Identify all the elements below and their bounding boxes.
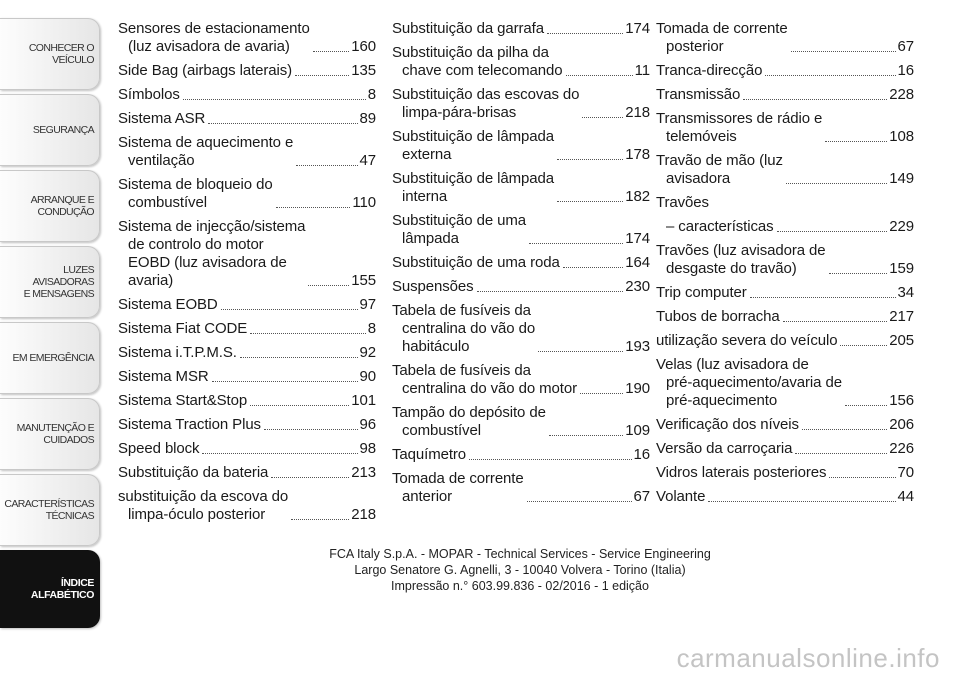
entry-term [118,440,199,458]
page-number: 98 [359,440,376,457]
index-entry[interactable] [118,176,376,212]
dot-leader [276,207,351,208]
index-entry[interactable] [118,464,376,482]
entry-term-line: Verificação dos níveis [656,416,799,433]
page-number: 109 [625,422,650,439]
entry-term [392,278,474,296]
entry-term-line: avisadora [666,170,731,187]
dot-leader [208,123,357,124]
dot-leader [240,357,358,358]
entry-term-line: pré-aquecimento [666,392,778,409]
page-number: 110 [352,194,376,211]
page-number: 205 [889,332,914,349]
entry-term-line: Sistema de aquecimento e [118,134,294,151]
page-number: 230 [625,278,650,295]
tab-label: LUZES AVISADORAS E MENSAGENS [23,264,94,300]
index-entry[interactable] [656,110,914,146]
page-number: 178 [625,146,650,163]
dot-leader [845,405,887,406]
entry-term-line: ventilação [128,152,195,169]
entry-term-line: Vidros laterais posteriores [656,464,827,481]
entry-term-line: Tabela de fusíveis da [392,362,531,379]
entry-term [392,254,560,272]
entry-term [118,464,268,482]
tab-em-emergencia[interactable] [0,322,100,394]
page-number: 16 [897,62,914,79]
entry-term-line: centralina do vão do [402,320,536,337]
entry-term-line: Substituição de uma roda [392,254,560,271]
page-number: 8 [367,86,376,103]
dot-leader [557,159,623,160]
tab-label: MANUTENÇÃO E CUIDADOS [16,422,94,446]
entry-term-line: Velas (luz avisadora de [656,356,809,373]
page-number: 16 [633,446,650,463]
dot-leader [538,351,623,352]
entry-term [656,488,705,506]
entry-term-line: Tranca-direcção [656,62,763,79]
index-entry[interactable] [392,44,650,80]
entry-term-line: anterior [402,488,453,505]
entry-term-line: limpa-pára-brisas [402,104,517,121]
index-entry[interactable] [118,440,376,458]
page-number: 218 [351,506,376,523]
dot-leader [250,405,349,406]
dot-leader [477,291,624,292]
entry-term [656,110,822,146]
dot-leader [786,183,887,184]
dot-leader [308,285,349,286]
dot-leader [777,231,888,232]
dot-leader [566,75,633,76]
entry-term [392,20,544,38]
dot-leader [313,51,350,52]
entry-term-line: habitáculo [402,338,470,355]
entry-term [656,332,837,350]
index-entry[interactable] [656,20,914,56]
entry-term-line: Side Bag (airbags laterais) [118,62,293,79]
page-number: 193 [625,338,650,355]
page-number: 108 [889,128,914,145]
entry-term-line: Sensores de estacionamento [118,20,310,37]
entry-term [118,110,205,128]
entry-term-line: Sistema Fiat CODE [118,320,248,337]
tab-arranque-e-conducao[interactable] [0,170,100,242]
index-entry[interactable] [656,440,914,458]
entry-term [392,404,546,440]
index-entry[interactable] [118,344,376,362]
entry-term [118,134,293,170]
tab-label: ARRANQUE E CONDUÇÃO [30,194,94,218]
entry-term [392,470,524,506]
index-entry[interactable] [392,362,650,398]
index-entry[interactable] [656,152,914,188]
page-number: 92 [359,344,376,361]
page-number: 67 [633,488,650,505]
index-entry[interactable] [118,86,376,104]
index-entry[interactable] [656,218,914,236]
entry-term-line: externa [402,146,452,163]
index-entry[interactable] [656,242,914,278]
tab-label: CARACTERÍSTICAS TÉCNICAS [4,498,94,522]
entry-term-line: EOBD (luz avisadora de [128,254,287,271]
index-entry[interactable] [118,320,376,338]
entry-term-line: Travão de mão (luz [656,152,783,169]
dot-leader [795,453,887,454]
index-entry[interactable] [392,20,650,38]
index-entry[interactable] [656,194,914,212]
footer-line-1: FCA Italy S.p.A. - MOPAR - Technical Services - Service Engineering [329,547,711,561]
entry-term [392,44,563,80]
dot-leader [829,273,888,274]
entry-term [392,128,554,164]
index-entry[interactable] [118,134,376,170]
dot-leader [783,321,888,322]
entry-term [392,212,526,248]
entry-term [118,218,305,290]
entry-term-line: Tampão do depósito de [392,404,546,421]
entry-term [118,176,273,212]
index-entry[interactable] [656,416,914,434]
index-column-2 [392,20,650,512]
entry-term-line: avaria) [128,272,174,289]
footer-line-2: Largo Senatore G. Agnelli, 3 - 10040 Volvera - Torino (Italia) [354,563,686,577]
dot-leader [183,99,366,100]
entry-term-line: combustível [128,194,207,211]
index-entry[interactable] [392,446,650,464]
entry-term [118,62,292,80]
entry-term-line: Substituição de lâmpada [392,128,554,145]
entry-term-line: combustível [402,422,481,439]
dot-leader [580,393,623,394]
entry-term-line: Taquímetro [392,446,467,463]
index-entry[interactable] [392,278,650,296]
page-number: 135 [351,62,376,79]
dot-leader [296,165,357,166]
index-entry[interactable] [118,416,376,434]
entry-term-line: Substituição da garrafa [392,20,544,37]
index-entry[interactable] [656,284,914,302]
dot-leader [212,381,358,382]
dot-leader [791,51,896,52]
entry-term-line: Substituição da bateria [118,464,269,481]
entry-term [118,416,261,434]
entry-term [118,344,237,362]
entry-term [656,416,799,434]
page-number: 217 [889,308,914,325]
entry-term-line: Sistema i.T.P.M.S. [118,344,237,361]
tab-manutencao-e-cuidados[interactable] [0,398,100,470]
dot-leader [549,435,623,436]
entry-term-line: (luz avisadora de avaria) [128,38,290,55]
entry-term [656,152,783,188]
entry-term-line: Tubos de borracha [656,308,780,325]
entry-term-line: telemóveis [666,128,737,145]
entry-term-line: limpa-óculo posterior [128,506,266,523]
dot-leader [708,501,895,502]
entry-term [656,218,774,236]
index-entry[interactable] [118,368,376,386]
entry-term [118,296,218,314]
tab-conhecer-o-veiculo[interactable] [0,18,100,90]
dot-leader [529,243,623,244]
dot-leader [825,141,887,142]
entry-term [118,20,310,56]
page-number: 101 [351,392,376,409]
page-number: 34 [897,284,914,301]
watermark: carmanualsonline.info [676,643,940,673]
entry-term-line: posterior [666,38,724,55]
dot-leader [563,267,624,268]
entry-term-line: Sistema de bloqueio do [118,176,273,193]
entry-term-line: Transmissores de rádio e [656,110,823,127]
entry-term-line: chave com telecomando [402,62,563,79]
entry-term [392,446,466,464]
page-number: 213 [351,464,376,481]
index-entry[interactable] [118,110,376,128]
page-number: 67 [897,38,914,55]
page-number: 44 [897,488,914,505]
entry-term-line: Símbolos [118,86,180,103]
index-entry[interactable] [392,86,650,122]
entry-term [392,362,577,398]
page-number: 47 [359,152,376,169]
page-number: 164 [625,254,650,271]
tab-indice-alfabetico[interactable] [0,550,100,628]
tab-caracteristicas-tecnicas[interactable] [0,474,100,546]
index-entry[interactable] [656,464,914,482]
dot-leader [295,75,349,76]
entry-term-line: Substituição das escovas do [392,86,580,103]
index-entry[interactable] [118,218,376,290]
page-number: 155 [351,272,376,289]
entry-term-line: interna [402,188,448,205]
index-entry[interactable] [392,302,650,356]
entry-term [392,302,535,356]
publisher-footer [250,546,790,594]
entry-term-line: Substituição de lâmpada [392,170,554,187]
page-number: 89 [359,110,376,127]
index-entry[interactable] [118,488,376,524]
page-number: 206 [889,416,914,433]
page-number: 229 [889,218,914,235]
entry-term-line: – características [666,218,774,235]
entry-term-line: de controlo do motor [128,236,264,253]
page-number: 96 [359,416,376,433]
page-number: 190 [625,380,650,397]
entry-term-line: Tabela de fusíveis da [392,302,531,319]
entry-term [392,170,554,206]
tab-label: EM EMERGÊNCIA [12,352,94,364]
entry-term-line: Sistema de injecção/sistema [118,218,306,235]
dot-leader [750,297,896,298]
entry-term-line: pré-aquecimento/avaria de [666,374,842,391]
index-entry[interactable] [118,62,376,80]
entry-term-line: substituição da escova do [118,488,289,505]
entry-term-line: Sistema ASR [118,110,206,127]
dot-leader [250,333,366,334]
entry-term [656,20,788,56]
tab-label: CONHECER O VEÍCULO [28,42,94,66]
page-number: 11 [634,62,650,79]
dot-leader [469,459,631,460]
footer-line-3: Impressão n.° 603.99.836 - 02/2016 - 1 edição [391,579,649,593]
entry-term-line: Sistema Start&Stop [118,392,248,409]
entry-term [656,440,792,458]
entry-term-line: Sistema Traction Plus [118,416,261,433]
dot-leader [743,99,887,100]
entry-term-line: utilização severa do veículo [656,332,838,349]
entry-term-line: centralina do vão do motor [402,380,578,397]
page-number: 228 [889,86,914,103]
entry-term-line: Travões [656,194,709,211]
dot-leader [271,477,349,478]
tab-seguranca[interactable] [0,94,100,166]
dot-leader [547,33,623,34]
entry-term-line: Tomada de corrente [392,470,524,487]
dot-leader [765,75,895,76]
index-entry[interactable] [392,170,650,206]
index-entry[interactable] [656,62,914,80]
page-number: 159 [889,260,914,277]
page-number: 174 [625,20,650,37]
entry-term-line: Substituição da pilha da [392,44,549,61]
page-number: 218 [625,104,650,121]
page-number: 174 [625,230,650,247]
entry-term-line: Sistema EOBD [118,296,218,313]
index-entry[interactable] [118,20,376,56]
entry-term [118,488,288,524]
dot-leader [829,477,895,478]
entry-term [656,308,780,326]
entry-term [656,62,762,80]
entry-term-line: Volante [656,488,706,505]
index-entry[interactable] [656,356,914,410]
index-entry[interactable] [656,488,914,506]
entry-term [656,86,740,104]
dot-leader [291,519,349,520]
page-number: 156 [889,392,914,409]
index-entry[interactable] [392,254,650,272]
entry-term-line: lâmpada [402,230,459,247]
entry-term-line: Speed block [118,440,200,457]
entry-term [118,320,247,338]
index-entry[interactable] [392,470,650,506]
dot-leader [582,117,623,118]
entry-term-line: Substituição de uma [392,212,527,229]
tab-label: ÍNDICE ALFABÉTICO [30,577,94,601]
page-number: 97 [359,296,376,313]
entry-term-line: Versão da carroçaria [656,440,793,457]
index-entry[interactable] [392,212,650,248]
dot-leader [557,201,623,202]
entry-term-line: Tomada de corrente [656,20,788,37]
tab-luzes-avisadoras[interactable] [0,246,100,318]
dot-leader [802,429,887,430]
dot-leader [527,501,632,502]
index-entry[interactable] [656,332,914,350]
entry-term-line: Travões (luz avisadora de [656,242,826,259]
entry-term [656,356,842,410]
entry-term [118,392,247,410]
page-number: 90 [359,368,376,385]
index-entry[interactable] [392,128,650,164]
section-tabs [0,18,100,632]
page-number: 149 [889,170,914,187]
entry-term [118,368,209,386]
entry-term [392,86,579,122]
entry-term [656,242,826,278]
entry-term [656,194,709,212]
index-entry[interactable] [118,392,376,410]
dot-leader [264,429,358,430]
index-entry[interactable] [656,86,914,104]
entry-term [656,464,826,482]
page-number: 226 [889,440,914,457]
tab-label: SEGURANÇA [32,124,94,136]
dot-leader [221,309,358,310]
entry-term-line: Suspensões [392,278,474,295]
index-entry[interactable] [656,308,914,326]
index-entry[interactable] [392,404,650,440]
index-column-1 [118,20,376,530]
page-number: 182 [625,188,650,205]
index-column-3 [656,20,914,512]
entry-term [118,86,180,104]
page-number: 70 [897,464,914,481]
entry-term-line: Sistema MSR [118,368,209,385]
entry-term [656,284,747,302]
entry-term-line: Trip computer [656,284,747,301]
page-number: 160 [351,38,376,55]
entry-term-line: desgaste do travão) [666,260,797,277]
index-entry[interactable] [118,296,376,314]
dot-leader [202,453,357,454]
page-number: 8 [367,320,376,337]
entry-term-line: Transmissão [656,86,741,103]
dot-leader [840,345,887,346]
